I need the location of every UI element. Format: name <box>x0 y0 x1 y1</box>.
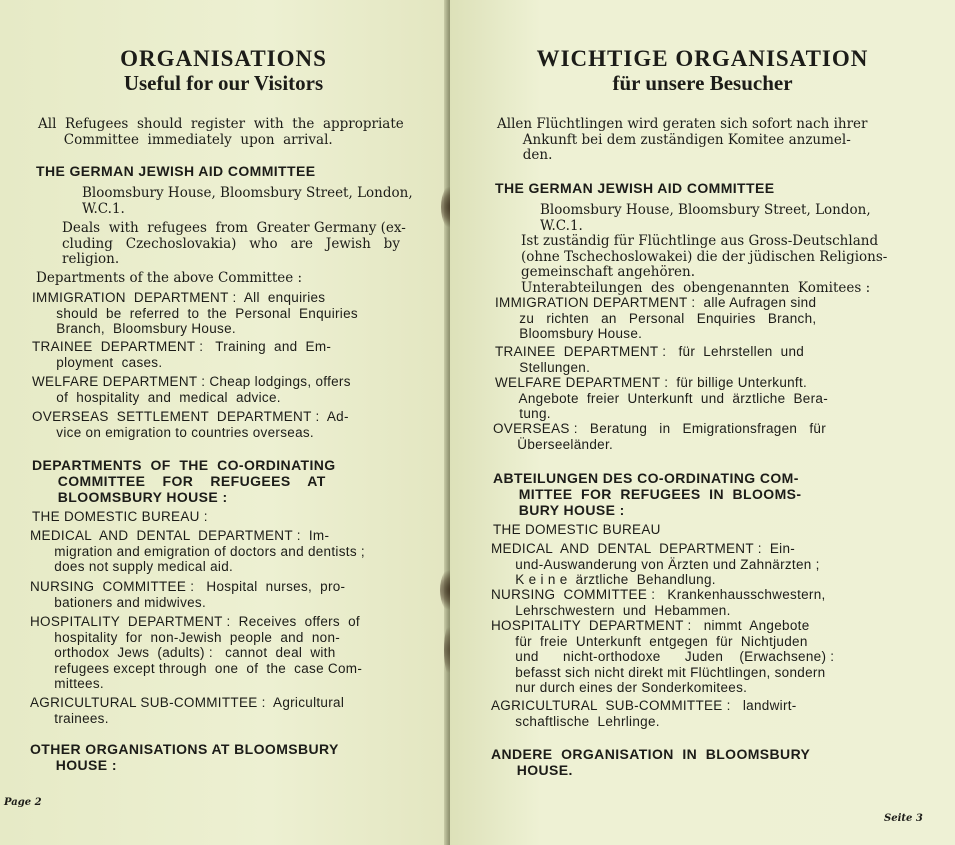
left-agricultural: AGRICULTURAL SUB-COMMITTEE : Agricultural trainees. <box>30 695 345 726</box>
right-domestic: THE DOMESTIC BUREAU <box>493 522 661 537</box>
left-welfare: WELFARE DEPARTMENT : Cheap lodgings, offers of hospitality and medical advice. <box>32 374 351 405</box>
left-trainee: TRAINEE DEPARTMENT : Training and Em- ployment cases. <box>32 339 332 370</box>
right-hospitality: HOSPITALITY DEPARTMENT : nimmt Angebote für freie Unterkunft entgegen für Nichtjuden und nicht-orthodoxe Juden (Erwachsene) : befasst sich nicht direkt mit Flüchtlingen, sondern nur durch eines der Sonderkomitees. <box>491 618 835 695</box>
right-medical: MEDICAL AND DENTAL DEPARTMENT : Ein- und-Auswanderung von Ärzten und Zahnärzten ; K e i n e ärztliche Behandlung. <box>491 541 820 587</box>
left-address: Bloomsbury House, Bloomsbury Street, London, W.C.1. <box>82 185 413 217</box>
right-page <box>450 0 955 845</box>
right-subtitle: für unsere Besucher <box>612 71 793 95</box>
left-nursing: NURSING COMMITTEE : Hospital nurses, pro- bationers and midwives. <box>30 579 346 610</box>
left-overseas: OVERSEAS SETTLEMENT DEPARTMENT : Ad- vice on emigration to countries overseas. <box>32 409 349 440</box>
right-address: Bloomsbury House, Bloomsbury Street, London, W.C.1. <box>540 202 871 234</box>
right-title: WICHTIGE ORGANISATION <box>536 46 869 71</box>
left-title: ORGANISATIONS <box>120 46 327 71</box>
left-domestic: THE DOMESTIC BUREAU : <box>32 509 208 524</box>
left-folio: Page 2 <box>4 797 42 808</box>
left-medical: MEDICAL AND DENTAL DEPARTMENT : Im- migration and emigration of doctors and dentists ; does not supply medical aid. <box>30 528 365 574</box>
left-heading-gjac: THE GERMAN JEWISH AID COMMITTEE <box>36 163 316 179</box>
left-hospitality: HOSPITALITY DEPARTMENT : Receives offers of hospitality for non-Jewish people and non- orthodox Jews (adults) : cannot deal with refugees except through one of the case Com- mittees. <box>30 614 363 691</box>
right-nursing: NURSING COMMITTEE : Krankenhausschwestern, Lehrschwestern und Hebammen. <box>491 587 826 618</box>
left-heading-other: OTHER ORGANISATIONS AT BLOOMSBURY HOUSE : <box>30 741 339 773</box>
right-welfare: WELFARE DEPARTMENT : für billige Unterkunft. Angebote freier Unterkunft und ärztliche Bera- tung. <box>495 375 829 421</box>
left-depts-intro: Departments of the above Committee : <box>36 270 303 286</box>
left-page <box>0 0 447 845</box>
right-agricultural: AGRICULTURAL SUB-COMMITTEE : landwirt- schaftlische Lehrlinge. <box>491 698 797 729</box>
left-subtitle: Useful for our Visitors <box>123 71 324 95</box>
left-immigration: IMMIGRATION DEPARTMENT : All enquiries should be referred to the Personal Enquiries Branch, Bloomsbury House. <box>32 290 358 336</box>
left-deals: Deals with refugees from Greater Germany (ex- cluding Czechoslovakia) who are Jewish by religion. <box>62 220 406 267</box>
left-intro: All Refugees should register with the appropriate Committee immediately upon arrival. <box>38 116 404 148</box>
right-overseas: OVERSEAS : Beratung in Emigrationsfragen für Überseeländer. <box>493 421 826 452</box>
right-heading-gjac: THE GERMAN JEWISH AID COMMITTEE <box>495 180 775 196</box>
right-folio: Seite 3 <box>884 813 923 824</box>
right-trainee: TRAINEE DEPARTMENT : für Lehrstellen und Stellungen. <box>495 344 805 375</box>
right-intro: Allen Flüchtlingen wird geraten sich sofort nach ihrer Ankunft bei dem zuständigen Komitee anzumel- den. <box>497 116 868 163</box>
left-heading-coordinating: DEPARTMENTS OF THE CO-ORDINATING COMMITTEE FOR REFUGEES AT BLOOMSBURY HOUSE : <box>32 457 336 505</box>
right-heading-other: ANDERE ORGANISATION IN BLOOMSBURY HOUSE. <box>491 746 811 778</box>
right-depts-intro: Unterabteilungen des obengenannten Komitees : <box>521 280 871 296</box>
right-deals: Ist zuständig für Flüchtlinge aus Gross-Deutschland (ohne Tschechoslowakei) die der jüdischen Religions- gemeinschaft angehören. <box>521 233 888 280</box>
right-immigration: IMMIGRATION DEPARTMENT : alle Aufragen sind zu richten an Personal Enquiries Branch, Bloomsbury House. <box>495 295 817 341</box>
right-heading-coordinating: ABTEILUNGEN DES CO-ORDINATING COM- MITTEE FOR REFUGEES IN BLOOMS- BURY HOUSE : <box>493 470 802 518</box>
